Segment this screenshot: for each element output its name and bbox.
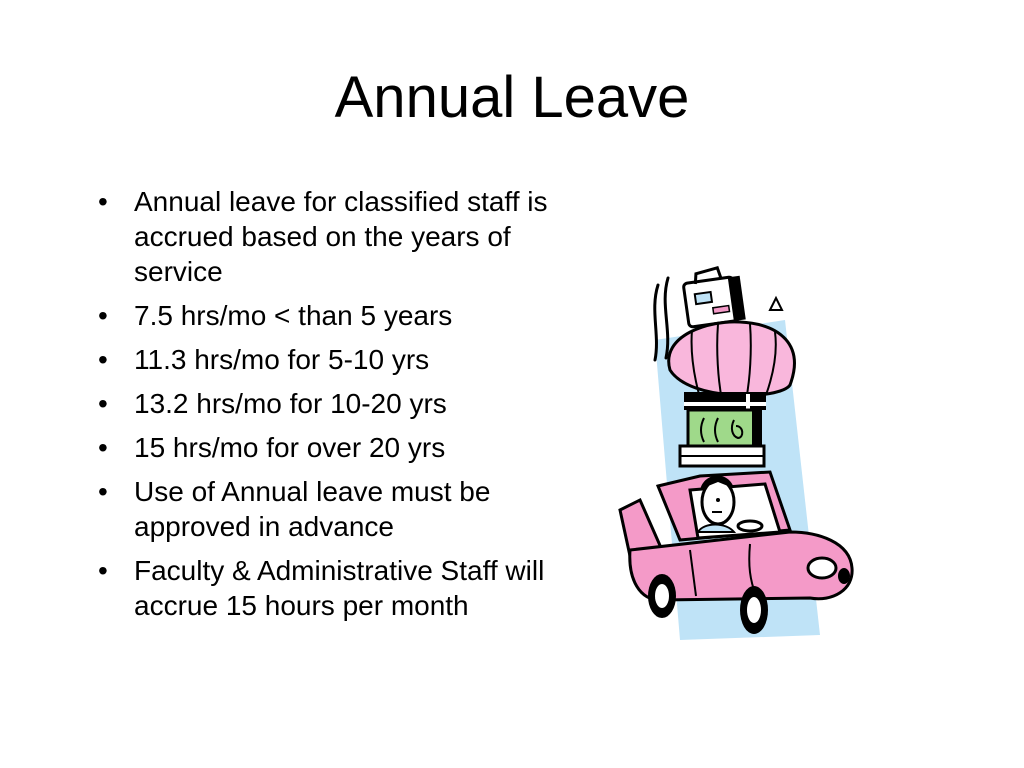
bullet-item [98,298,548,333]
bullet-item [98,553,548,623]
suitcase-icon [683,268,746,328]
bullet-text: Annual leave for classified staff is accrued based on the years of service [134,186,548,287]
bullet-text: 7.5 hrs/mo < than 5 years [134,300,453,331]
black-box-icon [684,392,766,410]
bullet-marker: • [98,344,108,375]
roof-rack-icon [680,446,764,466]
wheel-icon [648,574,676,618]
bullet-marker: • [98,388,108,419]
bullet-item [98,184,548,289]
bullet-text: 15 hrs/mo for over 20 yrs [134,432,446,463]
bullet-text: Faculty & Administrative Staff will accrue 15 hours per month [134,555,545,621]
bullet-text: Use of Annual leave must be approved in advance [134,476,491,542]
bullet-item [98,474,548,544]
green-package-icon [688,410,762,446]
bullet-marker: • [98,300,108,331]
bullet-list [98,184,548,632]
bullet-item [98,342,548,377]
bullet-text: 13.2 hrs/mo for 10-20 yrs [134,388,447,419]
slide-title: Annual Leave [334,65,690,130]
bullet-marker: • [98,432,108,463]
bullet-item [98,430,548,465]
wheel-icon [740,586,768,634]
bullet-marker: • [98,186,108,217]
bullet-marker: • [98,555,108,586]
car-with-luggage-clipart [600,250,860,640]
bullet-item [98,386,548,421]
bullet-marker: • [98,476,108,507]
headlight-icon [808,558,836,578]
bullet-text: 11.3 hrs/mo for 5-10 yrs [134,344,430,375]
